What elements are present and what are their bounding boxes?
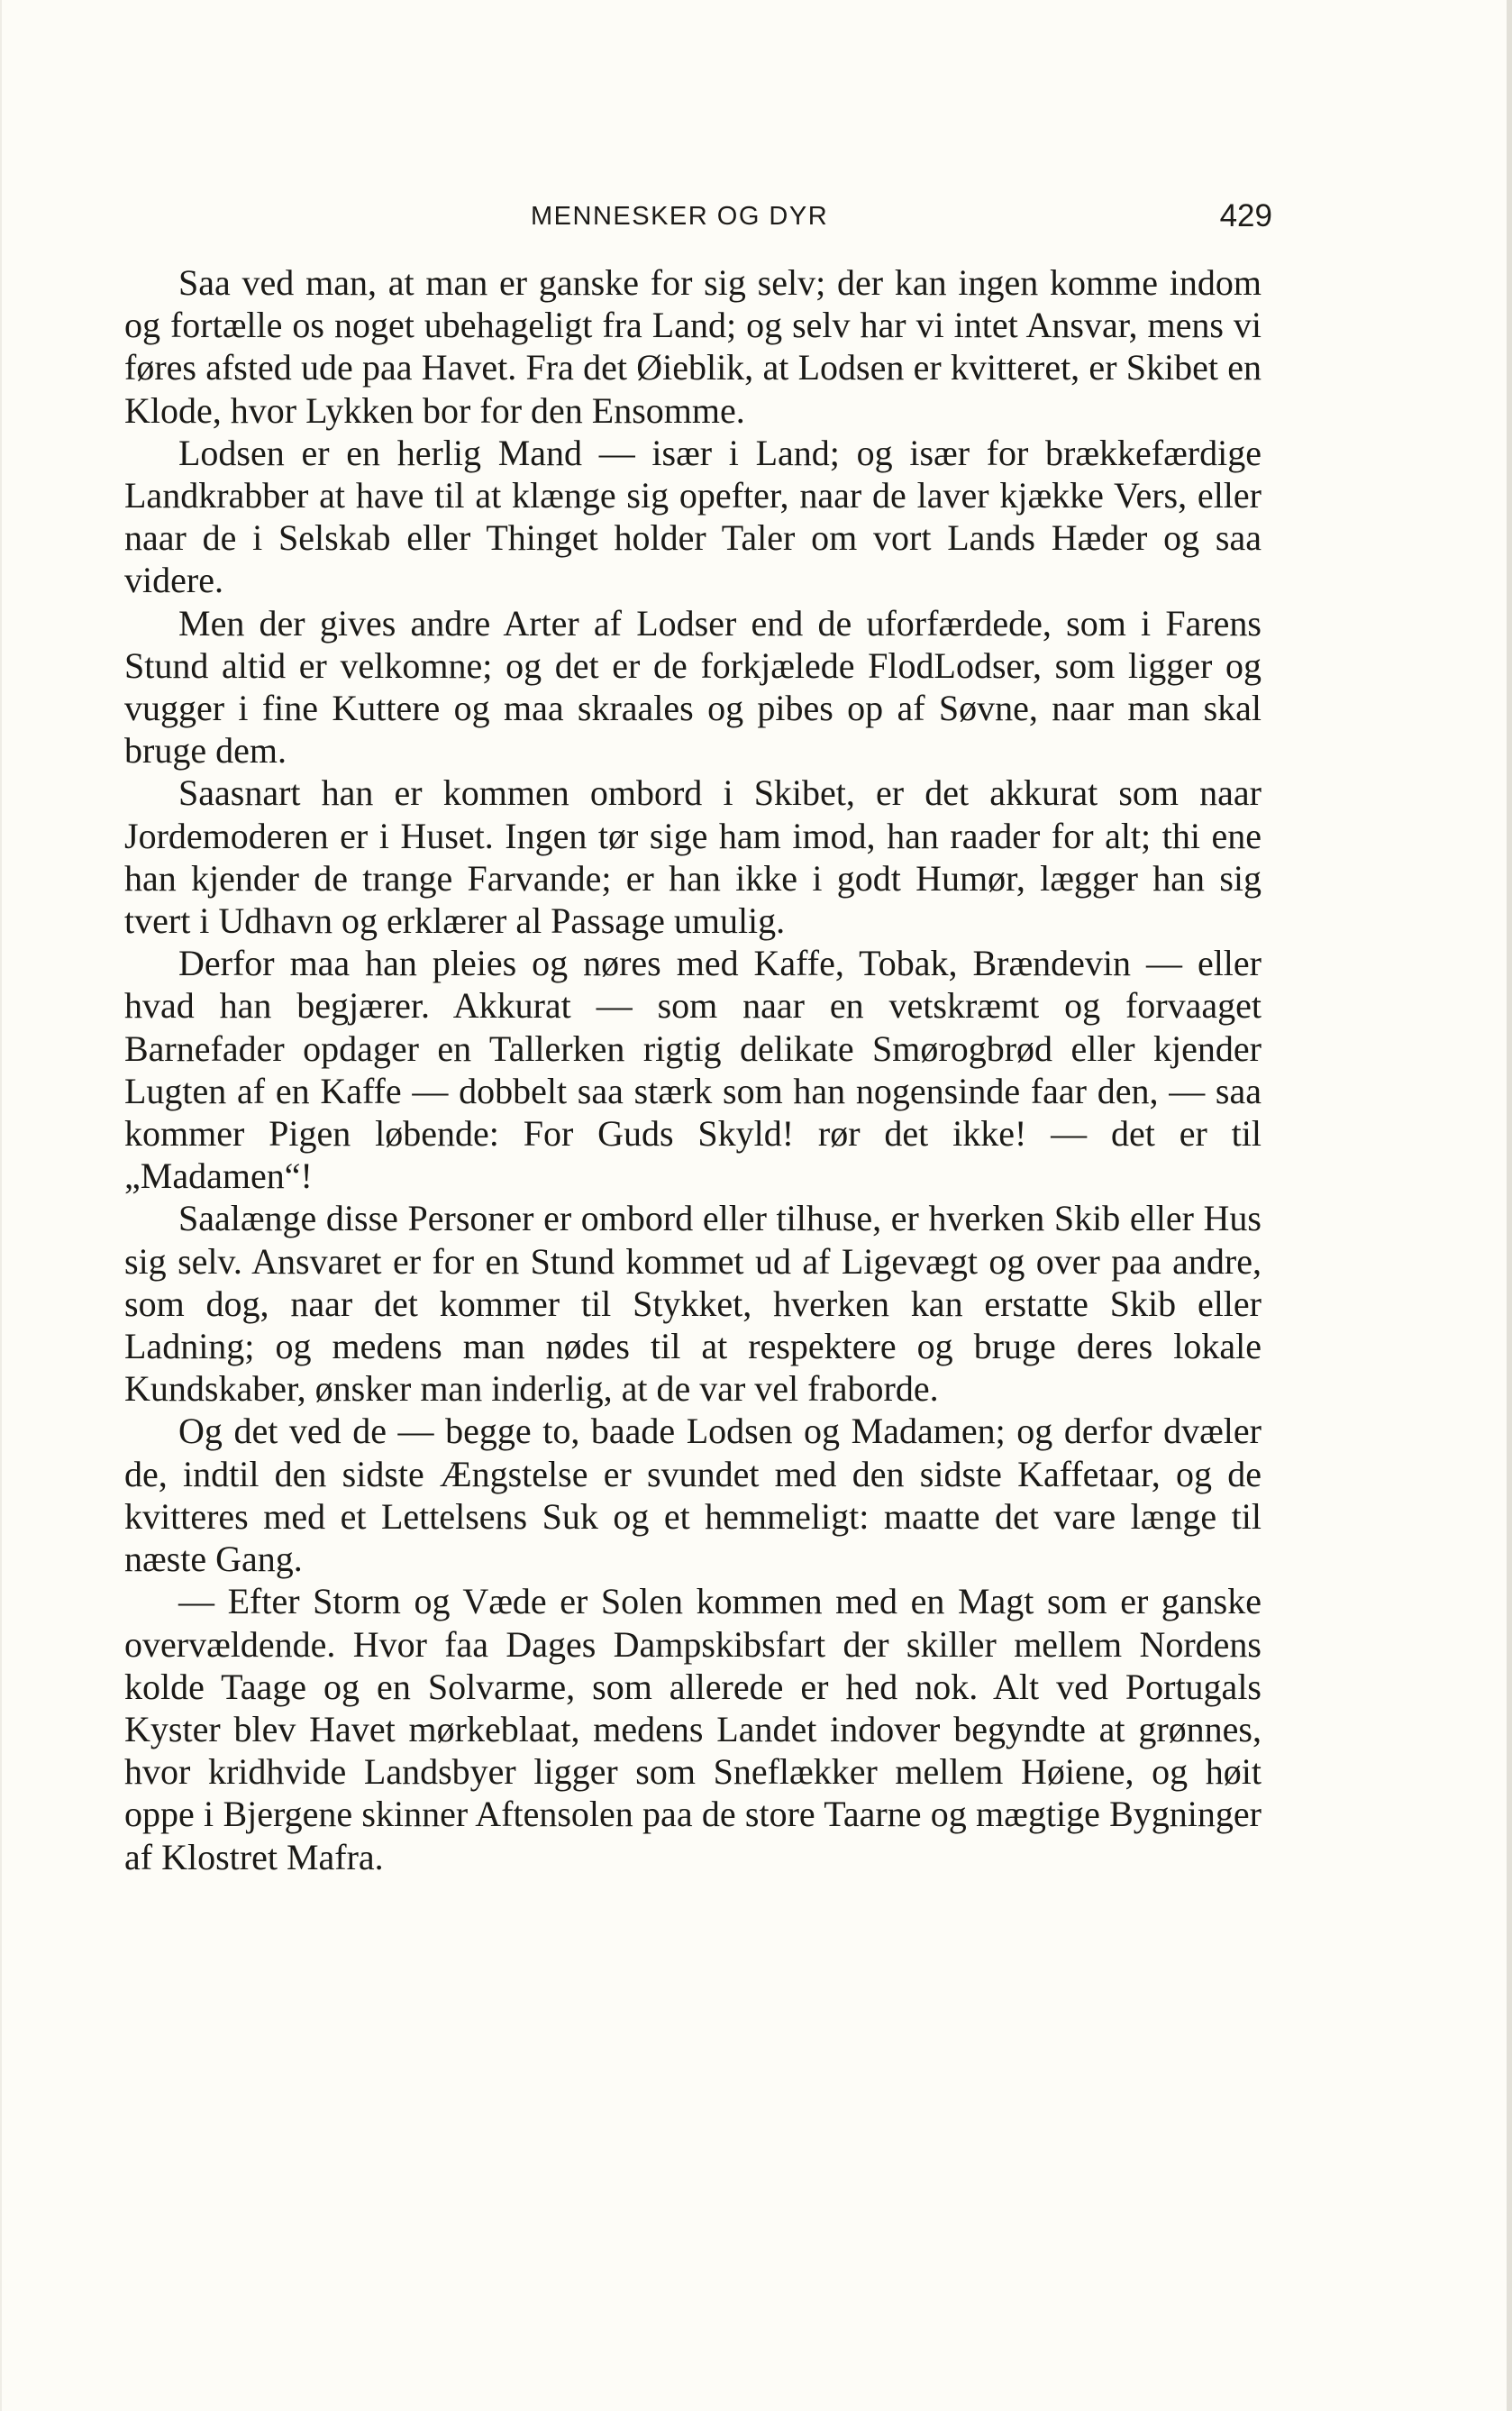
paragraph: Saasnart han er kommen ombord i Skibet, er det akkurat som naar Jordemoderen er i Huset. Ingen tør sige ham imod, han raader for alt; thi ene han kjender de trange Farvande; er han ikke i godt Humør, lægger han sig tvert i Udhavn og erklærer al Passage umulig. bbox=[124, 772, 1262, 942]
running-head-title: MENNESKER OG DYR bbox=[531, 202, 829, 231]
body-text bbox=[124, 261, 1262, 1878]
paragraph: — Efter Storm og Væde er Solen kommen med en Magt som er ganske overvældende. Hvor faa Dages Dampskibsfart der skiller mellem Nordens kolde Taage og en Solvarme, som allerede er hed nok. Alt ved Portugals Kyster blev Havet mørkeblaat, medens Landet indover begyndte at grønnes, hvor kridhvide Landsbyer ligger som Sneflækker mellem Høiene, og høit oppe i Bjergene skinner Aftensolen paa de store Taarne og mægtige Bygninger af Klostret Mafra. bbox=[124, 1581, 1262, 1877]
paragraph: Men der gives andre Arter af Lodser end de uforfærdede, som i Farens Stund altid er velkomne; og det er de forkjælede FlodLodser, som ligger og vugger i fine Kuttere og maa skraales og pibes op af Søvne, naar man skal bruge dem. bbox=[124, 602, 1262, 772]
paragraph: Saa ved man, at man er ganske for sig selv; der kan ingen komme indom og fortælle os noget ubehageligt fra Land; og selv har vi intet Ansvar, mens vi føres afsted ude paa Havet. Fra det Øieblik, at Lodsen er kvitteret, er Skibet en Klode, hvor Lykken bor for den Ensomme. bbox=[124, 262, 1262, 431]
paragraph: Lodsen er en herlig Mand — især i Land; og især for brækkefærdige Landkrabber at have til at klænge sig opefter, naar de laver kjække Vers, eller naar de i Selskab eller Thinget holder Taler om vort Lands Hæder og saa videre. bbox=[124, 432, 1262, 601]
paragraph: Saalænge disse Personer er ombord eller tilhuse, er hverken Skib eller Hus sig selv. Ansvaret er for en Stund kommet ud af Ligevægt og over paa andre, som dog, naar det kommer til Stykket, hverken kan erstatte Skib eller Ladning; og medens man nødes til at respektere og bruge deres lokale Kundskaber, ønsker man inderlig, at de var vel fraborde. bbox=[124, 1198, 1262, 1410]
page-number: 429 bbox=[1219, 198, 1272, 233]
running-head bbox=[128, 196, 1272, 242]
paragraph: Derfor maa han pleies og nøres med Kaffe, Tobak, Brændevin — eller hvad han begjærer. Akkurat — som naar en vetskræmt og forvaaget Barnefader opdager en Tallerken rigtig delikate Smørogbrød eller kjender Lugten af en Kaffe — dobbelt saa stærk som han nogensinde faar den, — saa kommer Pigen løbende: For Guds Skyld! rør det ikke! — det er til „Madamen“! bbox=[124, 943, 1262, 1197]
paragraph: Og det ved de — begge to, baade Lodsen og Madamen; og derfor dvæler de, indtil den sidste Ængstelse er svundet med den sidste Kaffetaar, og de kvitteres med et Lettelsens Suk og et hemmeligt: maatte det vare længe til næste Gang. bbox=[124, 1411, 1262, 1580]
